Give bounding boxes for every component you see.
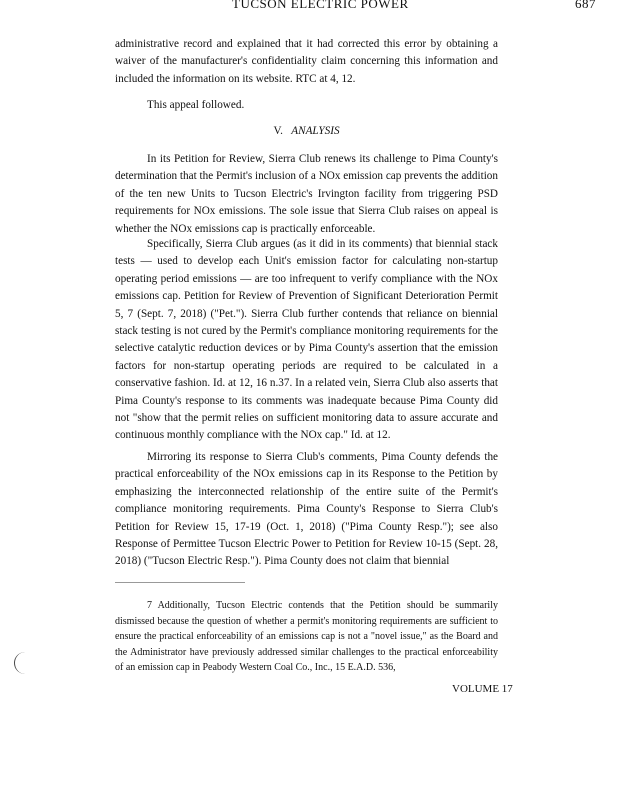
- running-header-title: TUCSON ELECTRIC POWER: [232, 0, 409, 11]
- paragraph-1: administrative record and explained that it had corrected this error by obtaining a waiver of the manufacturer's confidentiality claim concerning this information and included the information on its website. RTC at 4, 12.: [115, 38, 498, 85]
- paragraph-4: Specifically, Sierra Club argues (as it did in its comments) that biennial stack tests — used to develop each Unit's emission factor for calculating non-startup operating period emissions — are too infrequent to verify compliance with the NOx emissions cap. Petition for Review of Prevention of Significant Deterioration Permit 5, 7 (Sept. 7, 2018) ("Pet."). Sierra Club further contends that reliance on biennial stack testing is not cured by the Permit's compliance monitoring requirements for the selective catalytic reduction devices or by Pima County's assertion that the emission factors for non-startup operating periods are required to be calculated in a conservative fashion. Id. at 12, 16 n.37. In a related vein, Sierra Club also asserts that Pima County's response to its comments was inadequate because Pima County did not "show that the permit relies on sufficient monitoring data to assure accurate and continuous monthly compliance with the NOx cap." Id. at 12.: [115, 238, 498, 442]
- footnote-7: 7 Additionally, Tucson Electric contends that the Petition should be summarily dismissed because the question of whether a permit's monitoring requirements are sufficient to ensure the practical enforceability of an emissions cap is not a "novel issue," as the Board and the Administrator have previously addressed similar challenges to the practical enforceability of an emission cap in Peabody Western Coal Co., Inc., 15 E.A.D. 536,: [115, 600, 498, 674]
- footnote-divider: [115, 582, 245, 583]
- paragraph-5: Mirroring its response to Sierra Club's comments, Pima County defends the practical enforceability of the NOx emissions cap in its Response to the Petition by emphasizing the interconnected relationship of the entire suite of the Permit's compliance monitoring requirements. Pima County's Response to Sierra Club's Petition for Review 15, 17-19 (Oct. 1, 2018) ("Pima County Resp."); see also Response of Permittee Tucson Electric Power to Petition for Review 10-15 (Sept. 28, 2018) ("Tucson Electric Resp."). Pima County does not claim that biennial: [115, 451, 498, 568]
- section-heading: [115, 125, 498, 137]
- volume-footer: VOLUME 17: [452, 683, 513, 695]
- section-title: ANALYSIS: [291, 125, 340, 137]
- section-number: V.: [273, 125, 283, 137]
- paragraph-3: In its Petition for Review, Sierra Club renews its challenge to Pima County's determination that the Permit's inclusion of a NOx emission cap prevents the addition of the ten new Units to Tucson Electric's Irvington facility from triggering PSD requirements for NOx emissions. The sole issue that Sierra Club raises on appeal is whether the NOx emissions cap is practically enforceable.: [115, 153, 498, 235]
- binding-mark: [14, 652, 29, 674]
- paragraph-2: This appeal followed.: [147, 99, 245, 111]
- page-number: 687: [575, 0, 596, 11]
